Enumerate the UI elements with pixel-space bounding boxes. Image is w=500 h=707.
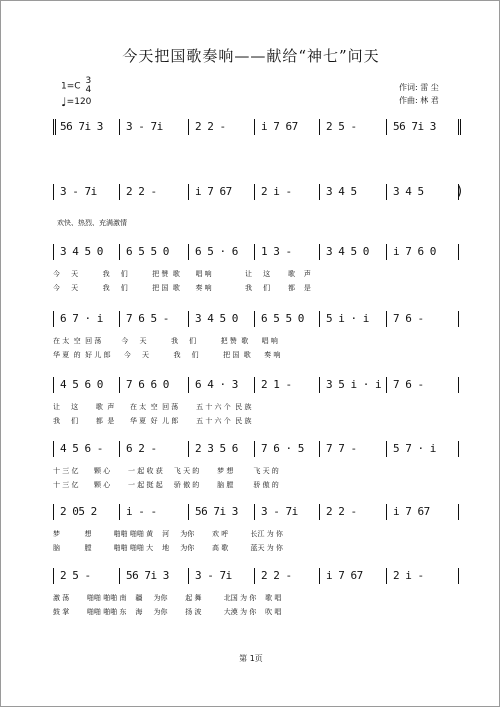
bar-line [319,504,320,520]
measure-notes: 3 4 5 [326,185,357,198]
measure-notes: 2 2 - [326,505,357,518]
bar-line [119,119,120,135]
measure-notes: 6 4 · 3 [195,378,238,391]
bar-line [319,244,320,260]
lyric-line: 鼓 掌 啪啪 啪啪 东 海 为你 扬 波 大漠 为 你 吹 唱 [53,608,282,616]
bar-line [458,504,459,520]
bar-line [319,311,320,327]
measure-notes: 2 2 - [195,120,226,133]
measure-notes: 6 2 - [126,442,157,455]
lyric-line: 脑 膛 啪啪 啪啪 大 地 为你 高 歌 蓝天 为 你 [53,544,283,552]
bar-line [458,568,459,584]
measure-notes: 2 2 - [126,185,157,198]
bar-line [53,184,54,200]
measure-notes: 7 6 6 0 [126,378,169,391]
music-system [1,119,500,139]
measure-notes: i - - [126,505,157,518]
bar-line [254,119,255,135]
bar-line [119,184,120,200]
bar-line [386,184,387,200]
music-system [1,504,500,524]
lyric-line: 今 天 我 们 把 赞 歌 唱 响 让 这 歌 声 [53,270,311,278]
page-number: 第 1页 [239,654,263,663]
bar-line [53,568,54,584]
expression-marking: 欢快、热烈、充满激情 [57,219,127,227]
bar-line [53,441,54,457]
bar-line [53,504,54,520]
measure-notes: 6 7 · i [60,312,103,325]
quarter-note-icon: ♩ [61,95,67,109]
measure-notes: 3 4 5 [393,185,424,198]
tempo-value: =120 [66,97,92,107]
measure-notes: 6 5 5 0 [261,312,304,325]
measure-notes: 7 6 - [393,378,424,391]
bar-line [319,119,320,135]
measure-notes: 6 5 · 6 [195,245,238,258]
lyric-line: 今 天 我 们 把 国 歌 奏 响 我 们 都 是 [53,284,311,292]
bar-line [188,184,189,200]
bar-line [188,441,189,457]
measure-notes: i 7 67 [195,185,232,198]
measure-notes: 3 - 7i [126,120,163,133]
bar-line [188,311,189,327]
key-label: 1=C [61,81,81,92]
key-signature [61,77,91,95]
measure-notes: 4 5 6 - [60,442,103,455]
measure-notes: 5 7 · i [393,442,436,455]
composer-credit: 作曲: 林 君 [399,96,439,105]
bar-line [386,119,387,135]
music-system [1,244,500,264]
lyric-line: 让 这 歌 声 在 太 空 回 荡 五 十 六 个 民 族 [53,403,252,411]
measure-notes: 1 3 - [261,245,292,258]
bar-line [188,568,189,584]
measure-notes: i 7 67 [326,569,363,582]
measure-notes: 6 5 5 0 [126,245,169,258]
bar-line [319,377,320,393]
measure-notes: i 7 67 [261,120,298,133]
bar-line [254,311,255,327]
lyric-line: 十 三 亿 颗 心 一 起 挺 起 骄 傲 的 脑 膛 骄 傲 的 [53,481,279,489]
time-sig-numerator: 3 [85,76,92,86]
music-system [1,568,500,588]
measure-notes: 2 5 - [326,120,357,133]
measure-notes: 56 7i 3 [393,120,436,133]
bar-line [254,184,255,200]
bar-line [119,568,120,584]
measure-notes: 7 6 5 - [126,312,169,325]
bar-line [458,119,461,135]
lyricist-credit: 作词: 雷 尘 [399,83,439,92]
measure-notes: 56 7i 3 [195,505,238,518]
bar-line [188,119,189,135]
music-system [1,441,500,461]
bar-line [458,244,459,260]
measure-notes: 56 7i 3 [60,120,103,133]
repeat-end-paren: ) [457,184,463,199]
bar-line [458,311,459,327]
lyric-line: 华 夏 的 好 儿 郎 今 天 我 们 把 国 歌 奏 响 [53,351,281,359]
bar-line [254,441,255,457]
bar-line [386,244,387,260]
bar-line [254,244,255,260]
measure-notes: 7 6 - [393,312,424,325]
bar-line [254,568,255,584]
bar-line [386,568,387,584]
measure-notes: 2 5 - [60,569,91,582]
bar-line [53,377,54,393]
measure-notes: 3 - 7i [195,569,232,582]
bar-line [458,377,459,393]
measure-notes: 3 - 7i [261,505,298,518]
bar-line [188,504,189,520]
bar-line [119,441,120,457]
music-system [1,184,500,204]
bar-line [188,244,189,260]
measure-notes: 5 i · i [326,312,369,325]
measure-notes: 4 5 6 0 [60,378,103,391]
measure-notes: 3 5 i · i [326,378,382,391]
tempo-marking [61,95,91,109]
bar-line [386,441,387,457]
bar-line [254,377,255,393]
bar-line [386,377,387,393]
measure-notes: 3 4 5 0 [60,245,103,258]
bar-line [386,504,387,520]
measure-notes: 2 i - [261,185,292,198]
lyric-line: 梦 想 啪啪 啪啪 黄 河 为你 欢 呼 长江 为 你 [53,530,283,538]
credits [399,81,439,107]
music-system [1,311,500,331]
bar-line [319,184,320,200]
measure-notes: 56 7i 3 [126,569,169,582]
bar-line [119,244,120,260]
bar-line [53,244,54,260]
bar-line [254,504,255,520]
measure-notes: 2 05 2 [60,505,97,518]
bar-line [319,568,320,584]
measure-notes: 2 3 5 6 [195,442,238,455]
lyric-line: 在 太 空 回 荡 今 天 我 们 把 赞 歌 唱 响 [53,337,278,345]
bar-line [119,504,120,520]
measure-notes: 7 7 - [326,442,357,455]
bar-line [188,377,189,393]
measure-notes: 3 - 7i [60,185,97,198]
measure-notes: 2 2 - [261,569,292,582]
bar-line [319,441,320,457]
measure-notes: 2 1 - [261,378,292,391]
lyric-line: 激 荡 啪啪 啪啪 南 疆 为你 起 舞 北国 为 你 歌 唱 [53,594,282,602]
measure-notes: i 7 67 [393,505,430,518]
time-signature [85,77,91,95]
bar-line [119,377,120,393]
bar-line [458,441,459,457]
measure-notes: 3 4 5 0 [326,245,369,258]
measure-notes: 3 4 5 0 [195,312,238,325]
lyric-line: 十 三 亿 颗 心 一 起 收 获 飞 天 的 梦 想 飞 天 的 [53,467,279,475]
bar-line [386,311,387,327]
music-system [1,377,500,397]
bar-line [53,119,56,135]
bar-line [119,311,120,327]
measure-notes: 7 6 · 5 [261,442,304,455]
bar-line [53,311,54,327]
measure-notes: i 7 6 0 [393,245,436,258]
measure-notes: 2 i - [393,569,424,582]
song-title: 今天把国歌奏响——献给“神七”问天 [122,47,380,65]
lyric-line: 我 们 都 是 华 夏 好 儿 郎 五 十 六 个 民 族 [53,417,252,425]
time-sig-denominator: 4 [85,85,92,95]
